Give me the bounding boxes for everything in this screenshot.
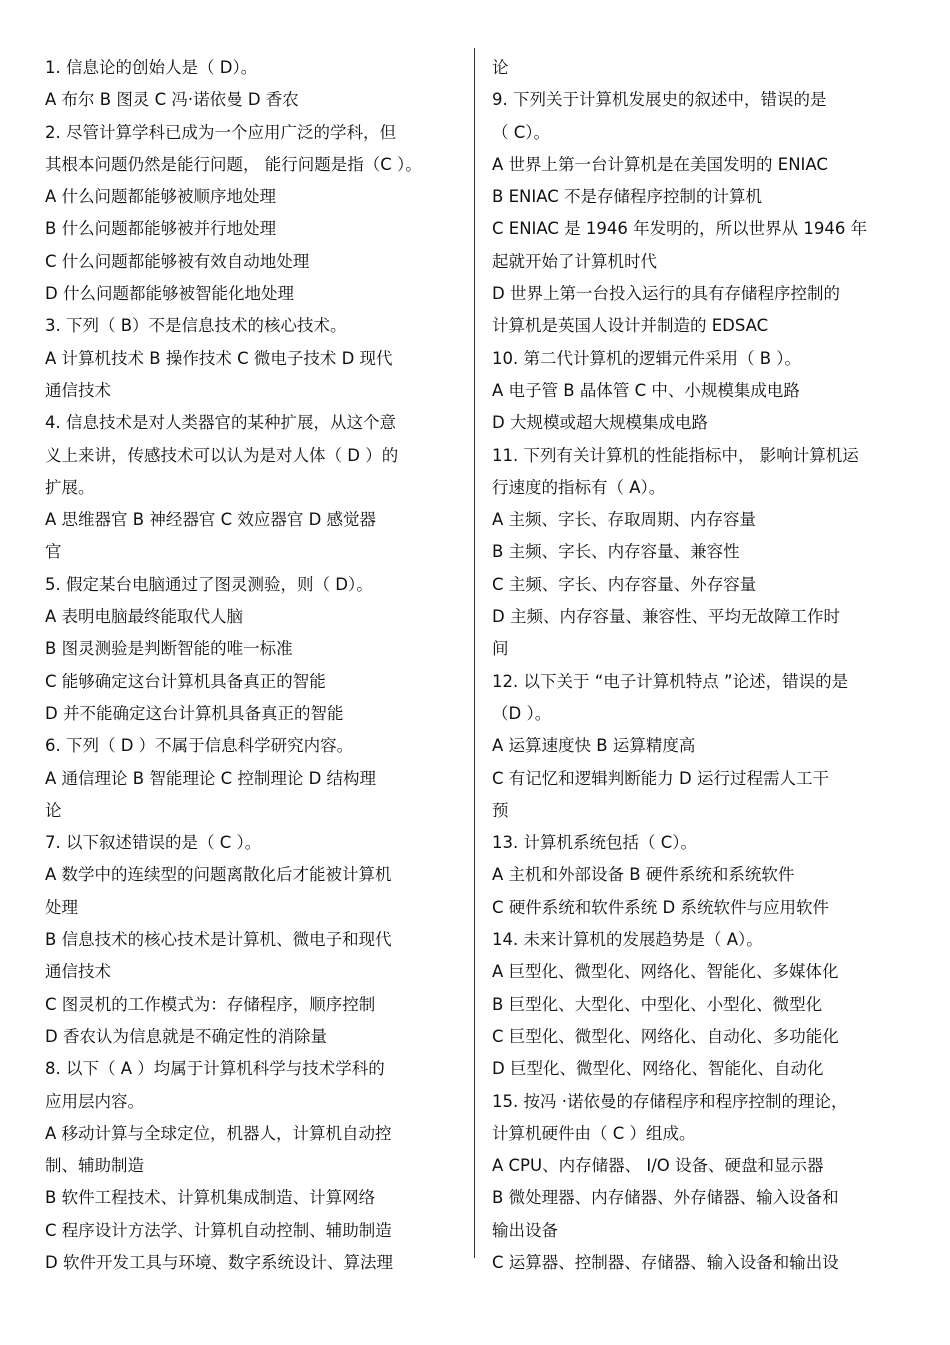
- text-line: D 主频、内存容量、兼容性、平均无故障工作时: [492, 607, 840, 627]
- column-divider: [474, 48, 475, 1258]
- text-line: A 主机和外部设备 B 硬件系统和系统软件: [492, 865, 795, 885]
- text-line: D 什么问题都能够被智能化地处理: [45, 284, 294, 304]
- text-line: 扩展。: [45, 477, 95, 497]
- text-line: C 运算器、控制器、存储器、输入设备和输出设: [492, 1252, 839, 1272]
- text-line: C 图灵机的工作模式为：存储程序，顺序控制: [45, 994, 376, 1014]
- text-line: （D ）。: [492, 703, 552, 723]
- text-line: 4. 信息技术是对人类器官的某种扩展，从这个意: [45, 413, 396, 433]
- text-line: A 电子管 B 晶体管 C 中、小规模集成电路: [492, 380, 800, 400]
- text-line: 13. 计算机系统包括（ C）。: [492, 833, 698, 853]
- text-line: 15. 按冯 ·诺依曼的存储程序和程序控制的理论，: [492, 1091, 848, 1111]
- text-line: B 软件工程技术、计算机集成制造、计算网络: [45, 1188, 376, 1208]
- text-line: D 并不能确定这台计算机具备真正的智能: [45, 703, 344, 723]
- text-line: 制、辅助制造: [45, 1156, 144, 1176]
- text-line: 9. 下列关于计算机发展史的叙述中，错误的是: [492, 90, 827, 110]
- text-line: 2. 尽管计算学科已成为一个应用广泛的学科，但: [45, 122, 396, 142]
- text-line: 通信技术: [45, 380, 111, 400]
- left-column: [45, 52, 460, 1279]
- text-line: 12. 以下关于 “电子计算机特点 ”论述，错误的是: [492, 671, 849, 691]
- text-line: 通信技术: [45, 962, 111, 982]
- text-line: B 巨型化、大型化、中型化、小型化、微型化: [492, 994, 823, 1014]
- text-line: 3. 下列（ B）不是信息技术的核心技术。: [45, 316, 347, 336]
- text-line: 官: [45, 542, 62, 562]
- text-line: （ C）。: [492, 122, 551, 142]
- text-line: 8. 以下（ A ）均属于计算机科学与技术学科的: [45, 1059, 385, 1079]
- text-line: D 世界上第一台投入运行的具有存储程序控制的: [492, 284, 840, 304]
- text-line: B 微处理器、内存储器、外存储器、输入设备和: [492, 1188, 839, 1208]
- text-line: B 主频、字长、内存容量、兼容性: [492, 542, 740, 562]
- text-line: C 什么问题都能够被有效自动地处理: [45, 251, 310, 271]
- text-line: A 数学中的连续型的问题离散化后才能被计算机: [45, 865, 392, 885]
- text-line: A 思维器官 B 神经器官 C 效应器官 D 感觉器: [45, 510, 377, 530]
- text-line: 处理: [45, 897, 78, 917]
- text-line: 11. 下列有关计算机的性能指标中， 影响计算机运: [492, 445, 859, 465]
- text-line: A 通信理论 B 智能理论 C 控制理论 D 结构理: [45, 768, 377, 788]
- text-line: C 程序设计方法学、计算机自动控制、辅助制造: [45, 1220, 392, 1240]
- text-line: 14. 未来计算机的发展趋势是（ A）。: [492, 930, 763, 950]
- right-column: [492, 52, 912, 1279]
- text-line: 论: [492, 58, 509, 77]
- text-line: C 能够确定这台计算机具备真正的智能: [45, 671, 326, 691]
- text-line: 1. 信息论的创始人是（ D）。: [45, 58, 258, 77]
- text-line: 应用层内容。: [45, 1091, 144, 1111]
- text-line: 7. 以下叙述错误的是（ C ）。: [45, 833, 262, 853]
- text-line: A 运算速度快 B 运算精度高: [492, 736, 696, 756]
- text-line: A 计算机技术 B 操作技术 C 微电子技术 D 现代: [45, 348, 393, 368]
- text-line: C 主频、字长、内存容量、外存容量: [492, 574, 757, 594]
- text-line: 5. 假定某台电脑通过了图灵测验，则（ D）。: [45, 574, 373, 594]
- text-line: 其根本问题仍然是能行问题， 能行问题是指（C ）。: [45, 154, 422, 174]
- text-line: C 硬件系统和软件系统 D 系统软件与应用软件: [492, 897, 829, 917]
- text-line: 起就开始了计算机时代: [492, 251, 657, 271]
- text-line: 行速度的指标有（ A）。: [492, 477, 666, 497]
- text-line: 预: [492, 800, 509, 820]
- text-line: 10. 第二代计算机的逻辑元件采用（ B ）。: [492, 348, 802, 368]
- text-line: A 表明电脑最终能取代人脑: [45, 607, 244, 627]
- text-line: 计算机是英国人设计并制造的 EDSAC: [492, 316, 769, 336]
- text-line: C ENIAC 是 1946 年发明的，所以世界从 1946 年: [492, 219, 868, 239]
- text-line: A 巨型化、微型化、网络化、智能化、多媒体化: [492, 962, 839, 982]
- text-line: 论: [45, 800, 62, 820]
- text-line: 义上来讲，传感技术可以认为是对人体（ D ）的: [45, 445, 399, 465]
- text-line: 间: [492, 639, 509, 659]
- text-line: A 世界上第一台计算机是在美国发明的 ENIAC: [492, 154, 828, 174]
- text-line: D 香农认为信息就是不确定性的消除量: [45, 1026, 327, 1046]
- text-line: A CPU、内存储器、 I/O 设备、硬盘和显示器: [492, 1156, 824, 1176]
- text-line: B ENIAC 不是存储程序控制的计算机: [492, 187, 762, 207]
- text-line: A 什么问题都能够被顺序地处理: [45, 187, 277, 207]
- text-line: A 布尔 B 图灵 C 冯·诺依曼 D 香农: [45, 90, 299, 110]
- text-line: 6. 下列（ D ）不属于信息科学研究内容。: [45, 736, 354, 756]
- text-line: D 大规模或超大规模集成电路: [492, 413, 708, 433]
- text-line: 输出设备: [492, 1220, 558, 1240]
- text-line: B 图灵测验是判断智能的唯一标准: [45, 639, 293, 659]
- text-line: B 信息技术的核心技术是计算机、微电子和现代: [45, 930, 392, 950]
- text-line: A 主频、字长、存取周期、内存容量: [492, 510, 757, 530]
- text-line: C 有记忆和逻辑判断能力 D 运行过程需人工干: [492, 768, 829, 788]
- text-line: D 软件开发工具与环境、数字系统设计、算法理: [45, 1252, 393, 1272]
- text-line: D 巨型化、微型化、网络化、智能化、自动化: [492, 1059, 824, 1079]
- text-line: A 移动计算与全球定位，机器人，计算机自动控: [45, 1123, 392, 1143]
- text-line: C 巨型化、微型化、网络化、自动化、多功能化: [492, 1026, 839, 1046]
- text-line: 计算机硬件由（ C ）组成。: [492, 1123, 696, 1143]
- text-line: B 什么问题都能够被并行地处理: [45, 219, 277, 239]
